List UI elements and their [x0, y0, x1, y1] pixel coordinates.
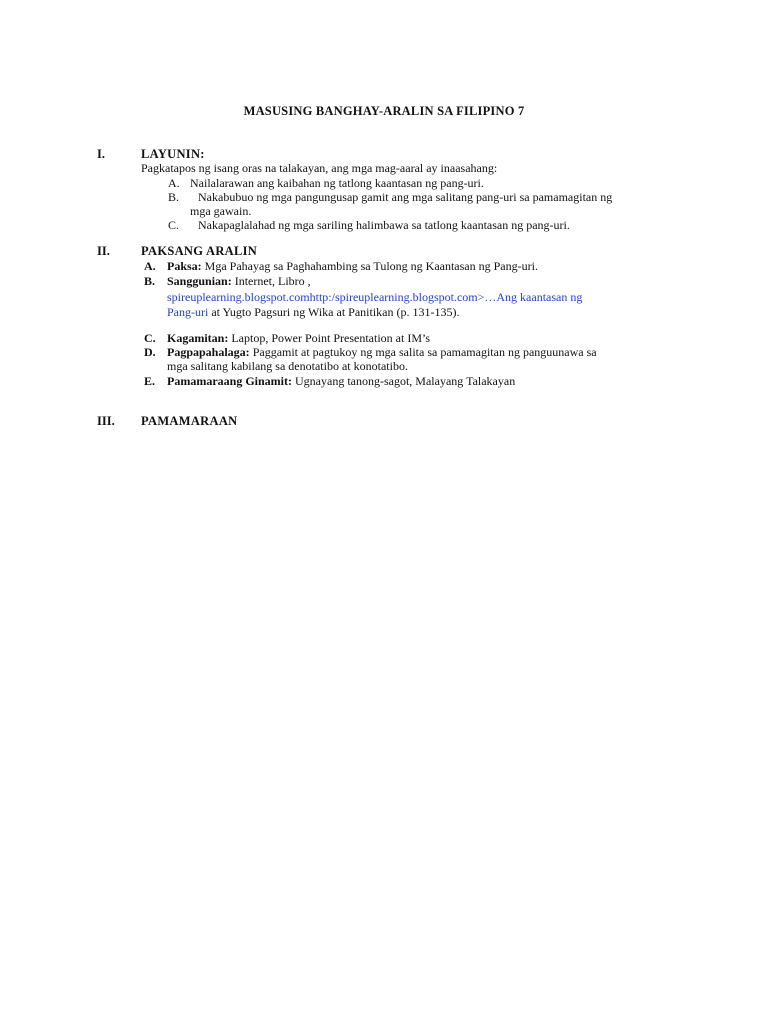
- item-c-letter: C.: [144, 331, 156, 345]
- item-a-paksa: [167, 259, 538, 273]
- item-d-pagpapahalaga: [167, 345, 597, 359]
- item-c-kagamitan: [167, 331, 430, 345]
- item-b-label: Sanggunian:: [167, 274, 232, 288]
- item-d-letter: D.: [144, 345, 156, 359]
- item-d-value: Paggamit at pagtukoy ng mga salita sa pamamagitan ng panguunawa sa: [249, 345, 597, 359]
- item-b-sanggunian: [167, 274, 311, 288]
- objective-c-text: Nakapaglalahad ng mga sariling halimbawa sa tatlong kaantasan ng pang-uri.: [198, 218, 570, 232]
- reference-link[interactable]: spireuplearning.blogspot.comhttp:/spireuplearning.blogspot.com>…Ang kaantasan ng: [167, 290, 583, 304]
- objective-c-letter: C.: [168, 218, 180, 232]
- section-3-heading: PAMAMARAAN: [141, 414, 238, 428]
- objective-a-text: Nailalarawan ang kaibahan ng tatlong kaantasan ng pang-uri.: [190, 176, 484, 190]
- item-b-letter: B.: [144, 274, 156, 288]
- section-2-heading: PAKSANG ARALIN: [141, 244, 258, 258]
- item-a-letter: A.: [144, 259, 156, 273]
- item-a-label: Paksa:: [167, 259, 202, 273]
- item-c-value: Laptop, Power Point Presentation at IM’s: [228, 331, 430, 345]
- item-b-value: Internet, Libro ,: [231, 274, 311, 288]
- item-c-label: Kagamitan:: [167, 331, 229, 345]
- reference-book: at Yugto Pagsuri ng Wika at Panitikan (p. 131-135).: [208, 305, 460, 319]
- item-e-value: Ugnayang tanong-sagot, Malayang Talakayan: [292, 374, 516, 388]
- section-2-number: II.: [97, 244, 110, 258]
- objective-a-letter: A.: [168, 176, 180, 190]
- objective-b-letter: B.: [168, 190, 180, 204]
- item-d-continuation: mga salitang kabilang sa denotatibo at konotatibo.: [167, 359, 408, 373]
- reference-link-end[interactable]: Pang-uri: [167, 305, 209, 319]
- document-title: MASUSING BANGHAY-ARALIN SA FILIPINO 7: [243, 104, 525, 118]
- section-1-intro: Pagkatapos ng isang oras na talakayan, ang mga mag-aaral ay inaasahang:: [141, 161, 498, 175]
- item-a-value: Mga Pahayag sa Paghahambing sa Tulong ng Kaantasan ng Pang-uri.: [201, 259, 538, 273]
- objective-b-text: Nakabubuo ng mga pangungusap gamit ang mga salitang pang-uri sa pamamagitan ng: [198, 190, 613, 204]
- item-d-label: Pagpapahalaga:: [167, 345, 250, 359]
- section-1-heading: LAYUNIN:: [141, 147, 205, 161]
- item-e-pamamaraan: [167, 374, 515, 388]
- section-1-number: I.: [97, 147, 105, 161]
- section-3-number: III.: [97, 414, 115, 428]
- item-e-letter: E.: [144, 374, 156, 388]
- objective-b-continuation: mga gawain.: [190, 204, 252, 218]
- item-e-label: Pamamaraang Ginamit:: [167, 374, 292, 388]
- reference-link-cont: [167, 305, 459, 319]
